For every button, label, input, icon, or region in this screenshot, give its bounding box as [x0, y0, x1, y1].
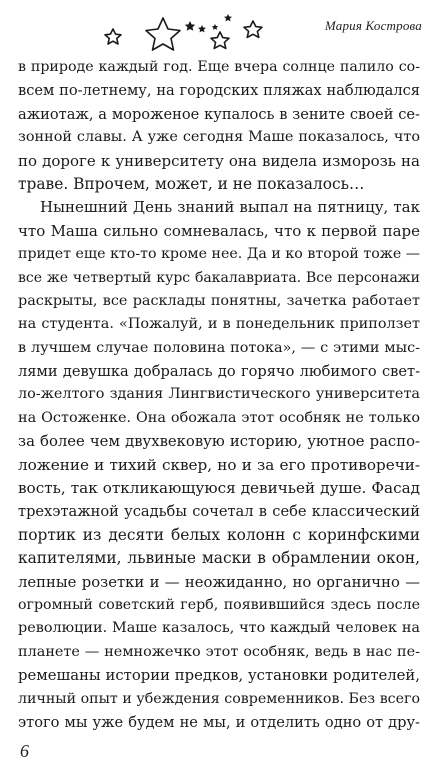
text-line: планете — немножечко этот особняк, ведь в нас пе-: [18, 643, 420, 660]
text-line: ло-желтого здания Лингвистического университета: [18, 386, 420, 403]
text-line: на Остоженке. Она обожала этот особняк не только: [18, 409, 420, 426]
text-line: всем по-летнему, на городских пляжах наблюдался: [18, 82, 420, 100]
running-header: [0, 0, 436, 52]
text-line: зонной славы. А уже сегодня Маше показалось, что: [18, 129, 420, 146]
text-line: все же четвертый курс бакалавриата. Все персонажи: [18, 269, 420, 286]
text-line: этого мы уже будем не мы, и отделить одно от дру-: [18, 713, 420, 731]
text-line: огромный советский герб, появившийся здесь после: [18, 596, 420, 613]
page-number: 6: [20, 741, 29, 761]
text-line: ажиотаж, а мороженое купалось в зените своей се-: [18, 105, 420, 123]
text-line: ремешаны истории предков, установки родителей,: [18, 667, 420, 685]
text-line: на студента. «Пожалуй, и в понедельник приползет: [18, 316, 420, 333]
stars-ornament-icon: [95, 10, 265, 52]
text-line: за более чем двухвековую историю, уютное распо-: [18, 433, 420, 451]
text-line: в лучшем случае половина потока», — с этими мыс-: [18, 339, 420, 356]
text-line: раскрыты, все расклады понятны, зачетка работает: [18, 292, 420, 309]
text-line: в природе каждый год. Еще вчера солнце палило со-: [18, 59, 420, 75]
text-line: Нынешний День знаний выпал на пятницу, так: [40, 198, 420, 217]
text-line: лепные розетки и — неожиданно, но органично —: [18, 573, 420, 591]
running-header-author: Мария Кострова: [324, 18, 422, 33]
text-line: по дороге к университету она видела изморозь на: [18, 151, 420, 170]
text-line: революции. Маше казалось, что каждый человек на: [18, 620, 420, 637]
body-text: [18, 56, 420, 734]
text-line: лями девушка добралась до горячо любимого свет-: [18, 363, 420, 381]
text-line: придет еще кто-то кроме нее. Да и ко второй тоже —: [18, 246, 420, 263]
text-line: ложение и тихий сквер, но и за его противоречи-: [18, 455, 420, 474]
text-line: личный опыт и убеждения современников. Без всего: [18, 690, 420, 707]
text-line: что Маша сильно сомневалась, что к первой паре: [18, 221, 420, 240]
text-line: капителями, львиные маски в обрамлении окон,: [18, 549, 420, 568]
text-line: вость, так откликающуюся девичьей душе. Фасад: [18, 479, 420, 498]
text-line: трехэтажной усадьбы сочетал в себе классический: [18, 503, 420, 521]
text-line: траве. Впрочем, может, и не показалось…: [18, 174, 365, 193]
text-line: портик из десяти белых колонн с коринфскими: [18, 525, 420, 544]
